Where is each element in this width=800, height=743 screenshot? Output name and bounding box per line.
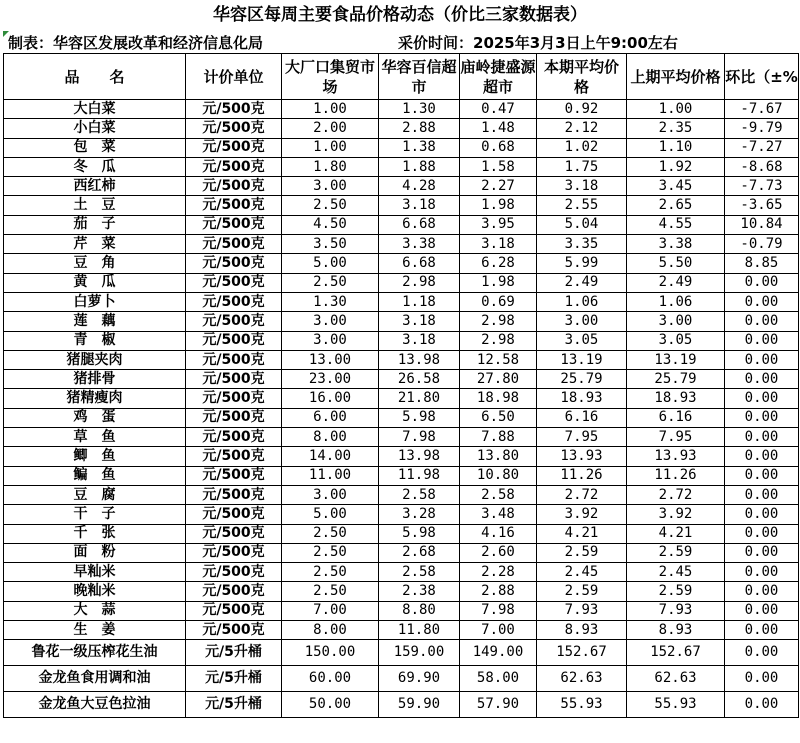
cell-item-name: 早籼米 xyxy=(4,563,186,582)
cell-change: 0.00 xyxy=(725,666,799,692)
cell-market-2-price: 11.98 xyxy=(379,466,460,485)
cell-change: 0.00 xyxy=(725,485,799,504)
cell-previous-average: 25.79 xyxy=(627,370,725,389)
cell-market-2-price: 159.00 xyxy=(379,640,460,666)
cell-market-2-price: 1.30 xyxy=(379,100,460,119)
cell-market-1-price: 2.50 xyxy=(282,582,379,601)
header-market-2: 华容百信超市 xyxy=(379,54,460,100)
cell-market-3-price: 2.28 xyxy=(460,563,537,582)
cell-previous-average: 2.45 xyxy=(627,563,725,582)
cell-market-2-price: 3.18 xyxy=(379,331,460,350)
cell-market-1-price: 3.00 xyxy=(282,177,379,196)
cell-market-3-price: 0.69 xyxy=(460,292,537,311)
cell-previous-average: 152.67 xyxy=(627,640,725,666)
cell-unit: 元/500克 xyxy=(186,350,282,369)
cell-market-1-price: 6.00 xyxy=(282,408,379,427)
page-title: 华容区每周主要食品价格动态（价比三家数据表） xyxy=(213,5,587,25)
cell-previous-average: 4.55 xyxy=(627,215,725,234)
cell-change: 0.00 xyxy=(725,408,799,427)
cell-current-average: 13.19 xyxy=(537,350,627,369)
cell-current-average: 4.21 xyxy=(537,524,627,543)
cell-current-average: 13.93 xyxy=(537,447,627,466)
cell-market-2-price: 69.90 xyxy=(379,666,460,692)
cell-change: -8.68 xyxy=(725,157,799,176)
cell-market-3-price: 2.88 xyxy=(460,582,537,601)
cell-unit: 元/500克 xyxy=(186,447,282,466)
cell-item-name: 猪精瘦肉 xyxy=(4,389,186,408)
cell-previous-average: 2.72 xyxy=(627,485,725,504)
cell-current-average: 5.99 xyxy=(537,254,627,273)
cell-current-average: 3.00 xyxy=(537,312,627,331)
cell-market-2-price: 1.88 xyxy=(379,157,460,176)
cell-market-2-price: 13.98 xyxy=(379,447,460,466)
table-row xyxy=(4,505,799,524)
cell-unit: 元/500克 xyxy=(186,408,282,427)
cell-unit: 元/500克 xyxy=(186,466,282,485)
cell-market-2-price: 13.98 xyxy=(379,350,460,369)
cell-market-3-price: 2.60 xyxy=(460,543,537,562)
cell-unit: 元/500克 xyxy=(186,196,282,215)
cell-current-average: 7.93 xyxy=(537,601,627,620)
cell-item-name: 猪排骨 xyxy=(4,370,186,389)
cell-unit: 元/500克 xyxy=(186,524,282,543)
cell-change: 10.84 xyxy=(725,215,799,234)
cell-market-3-price: 7.98 xyxy=(460,601,537,620)
table-row xyxy=(4,621,799,640)
cell-market-1-price: 1.30 xyxy=(282,292,379,311)
table-row xyxy=(4,350,799,369)
price-table xyxy=(3,53,799,718)
cell-unit: 元/500克 xyxy=(186,215,282,234)
table-row xyxy=(4,273,799,292)
cell-item-name: 大 蒜 xyxy=(4,601,186,620)
cell-current-average: 152.67 xyxy=(537,640,627,666)
table-row xyxy=(4,312,799,331)
cell-market-3-price: 2.98 xyxy=(460,312,537,331)
cell-market-1-price: 14.00 xyxy=(282,447,379,466)
cell-market-3-price: 0.68 xyxy=(460,138,537,157)
cell-market-2-price: 2.58 xyxy=(379,563,460,582)
table-row xyxy=(4,543,799,562)
cell-previous-average: 4.21 xyxy=(627,524,725,543)
cell-previous-average: 18.93 xyxy=(627,389,725,408)
cell-unit: 元/500克 xyxy=(186,100,282,119)
cell-change: 0.00 xyxy=(725,543,799,562)
cell-market-2-price: 5.98 xyxy=(379,408,460,427)
cell-change: 0.00 xyxy=(725,273,799,292)
cell-market-3-price: 12.58 xyxy=(460,350,537,369)
cell-item-name: 茄 子 xyxy=(4,215,186,234)
cell-item-name: 猪腿夹肉 xyxy=(4,350,186,369)
cell-item-name: 冬 瓜 xyxy=(4,157,186,176)
cell-unit: 元/500克 xyxy=(186,119,282,138)
cell-unit: 元/500克 xyxy=(186,428,282,447)
cell-market-1-price: 7.00 xyxy=(282,601,379,620)
cell-market-2-price: 2.38 xyxy=(379,582,460,601)
cell-change: 0.00 xyxy=(725,389,799,408)
cell-current-average: 6.16 xyxy=(537,408,627,427)
table-row xyxy=(4,177,799,196)
cell-unit: 元/500克 xyxy=(186,563,282,582)
cell-unit: 元/5升桶 xyxy=(186,692,282,718)
cell-previous-average: 11.26 xyxy=(627,466,725,485)
cell-change: 0.00 xyxy=(725,447,799,466)
cell-current-average: 3.92 xyxy=(537,505,627,524)
cell-unit: 元/500克 xyxy=(186,601,282,620)
cell-market-2-price: 59.90 xyxy=(379,692,460,718)
header-market-1: 大厂口集贸市场 xyxy=(282,54,379,100)
cell-change: 0.00 xyxy=(725,563,799,582)
cell-current-average: 3.18 xyxy=(537,177,627,196)
cell-change: 0.00 xyxy=(725,466,799,485)
cell-market-1-price: 2.50 xyxy=(282,196,379,215)
cell-market-1-price: 2.00 xyxy=(282,119,379,138)
cell-change: 0.00 xyxy=(725,370,799,389)
cell-market-1-price: 3.50 xyxy=(282,235,379,254)
cell-current-average: 2.59 xyxy=(537,543,627,562)
cell-previous-average: 3.45 xyxy=(627,177,725,196)
cell-market-2-price: 2.98 xyxy=(379,273,460,292)
table-row xyxy=(4,389,799,408)
cell-market-3-price: 7.88 xyxy=(460,428,537,447)
cell-market-2-price: 21.80 xyxy=(379,389,460,408)
cell-item-name: 鲁花一级压榨花生油 xyxy=(4,640,186,666)
cell-item-name: 晚籼米 xyxy=(4,582,186,601)
cell-item-name: 芹 菜 xyxy=(4,235,186,254)
cell-market-3-price: 10.80 xyxy=(460,466,537,485)
cell-market-2-price: 3.18 xyxy=(379,196,460,215)
cell-item-name: 豆 腐 xyxy=(4,485,186,504)
cell-item-name: 小白菜 xyxy=(4,119,186,138)
table-row xyxy=(4,235,799,254)
cell-market-1-price: 1.00 xyxy=(282,100,379,119)
cell-current-average: 2.45 xyxy=(537,563,627,582)
cell-market-2-price: 2.88 xyxy=(379,119,460,138)
cell-item-name: 包 菜 xyxy=(4,138,186,157)
header-previous-average: 上期平均价格 xyxy=(627,54,725,100)
cell-market-3-price: 57.90 xyxy=(460,692,537,718)
cell-item-name: 面 粉 xyxy=(4,543,186,562)
cell-change: -7.27 xyxy=(725,138,799,157)
cell-market-3-price: 3.95 xyxy=(460,215,537,234)
cell-market-3-price: 4.16 xyxy=(460,524,537,543)
cell-market-1-price: 50.00 xyxy=(282,692,379,718)
cell-market-2-price: 4.28 xyxy=(379,177,460,196)
cell-unit: 元/500克 xyxy=(186,485,282,504)
cell-market-3-price: 58.00 xyxy=(460,666,537,692)
cell-current-average: 18.93 xyxy=(537,389,627,408)
cell-market-2-price: 5.98 xyxy=(379,524,460,543)
cell-change: -9.79 xyxy=(725,119,799,138)
cell-current-average: 2.55 xyxy=(537,196,627,215)
cell-previous-average: 55.93 xyxy=(627,692,725,718)
cell-market-2-price: 11.80 xyxy=(379,621,460,640)
cell-market-2-price: 3.38 xyxy=(379,235,460,254)
cell-previous-average: 3.38 xyxy=(627,235,725,254)
cell-current-average: 55.93 xyxy=(537,692,627,718)
cell-previous-average: 1.00 xyxy=(627,100,725,119)
table-row xyxy=(4,447,799,466)
cell-item-name: 鸡 蛋 xyxy=(4,408,186,427)
cell-market-2-price: 7.98 xyxy=(379,428,460,447)
cell-current-average: 2.12 xyxy=(537,119,627,138)
cell-unit: 元/500克 xyxy=(186,621,282,640)
cell-market-3-price: 6.28 xyxy=(460,254,537,273)
cell-market-3-price: 0.47 xyxy=(460,100,537,119)
header-row xyxy=(4,54,799,100)
cell-item-name: 豆 角 xyxy=(4,254,186,273)
cell-market-1-price: 3.00 xyxy=(282,485,379,504)
cell-market-3-price: 149.00 xyxy=(460,640,537,666)
cell-current-average: 7.95 xyxy=(537,428,627,447)
cell-market-1-price: 5.00 xyxy=(282,505,379,524)
table-row xyxy=(4,292,799,311)
cell-market-3-price: 7.00 xyxy=(460,621,537,640)
maker-label: 制表：华容区发展改革和经济信息化局 xyxy=(8,34,264,52)
cell-previous-average: 2.49 xyxy=(627,273,725,292)
cell-previous-average: 1.92 xyxy=(627,157,725,176)
cell-previous-average: 1.10 xyxy=(627,138,725,157)
cell-change: 0.00 xyxy=(725,621,799,640)
cell-unit: 元/500克 xyxy=(186,177,282,196)
cell-market-3-price: 2.27 xyxy=(460,177,537,196)
header-unit: 计价单位 xyxy=(186,54,282,100)
table-row xyxy=(4,666,799,692)
cell-item-name: 生 姜 xyxy=(4,621,186,640)
cell-market-2-price: 3.18 xyxy=(379,312,460,331)
cell-unit: 元/500克 xyxy=(186,235,282,254)
cell-market-2-price: 2.68 xyxy=(379,543,460,562)
header-name: 品 名 xyxy=(4,54,186,100)
cell-item-name: 千 张 xyxy=(4,524,186,543)
table-row xyxy=(4,215,799,234)
cell-market-1-price: 13.00 xyxy=(282,350,379,369)
cell-previous-average: 3.92 xyxy=(627,505,725,524)
cell-market-1-price: 3.00 xyxy=(282,312,379,331)
table-meta xyxy=(0,33,800,53)
cell-previous-average: 7.95 xyxy=(627,428,725,447)
cell-item-name: 土 豆 xyxy=(4,196,186,215)
cell-market-1-price: 8.00 xyxy=(282,621,379,640)
cell-market-1-price: 11.00 xyxy=(282,466,379,485)
cell-change: 0.00 xyxy=(725,692,799,718)
cell-market-1-price: 23.00 xyxy=(282,370,379,389)
header-current-average: 本期平均价格 xyxy=(537,54,627,100)
cell-item-name: 白萝卜 xyxy=(4,292,186,311)
cell-item-name: 西红柿 xyxy=(4,177,186,196)
cell-market-3-price: 1.98 xyxy=(460,196,537,215)
cell-change: 0.00 xyxy=(725,505,799,524)
cell-item-name: 黄 瓜 xyxy=(4,273,186,292)
table-row xyxy=(4,428,799,447)
cell-unit: 元/500克 xyxy=(186,543,282,562)
cell-unit: 元/500克 xyxy=(186,312,282,331)
cell-item-name: 草 鱼 xyxy=(4,428,186,447)
cell-market-1-price: 2.50 xyxy=(282,543,379,562)
cell-previous-average: 3.00 xyxy=(627,312,725,331)
cell-market-1-price: 2.50 xyxy=(282,273,379,292)
cell-change: -7.73 xyxy=(725,177,799,196)
cell-item-name: 金龙鱼食用调和油 xyxy=(4,666,186,692)
cell-current-average: 62.63 xyxy=(537,666,627,692)
header-change: 环比（±% xyxy=(725,54,799,100)
cell-market-1-price: 3.00 xyxy=(282,331,379,350)
table-row xyxy=(4,100,799,119)
cell-change: -3.65 xyxy=(725,196,799,215)
cell-unit: 元/500克 xyxy=(186,582,282,601)
cell-previous-average: 2.65 xyxy=(627,196,725,215)
cell-market-2-price: 2.58 xyxy=(379,485,460,504)
cell-item-name: 莲 藕 xyxy=(4,312,186,331)
cell-change: 0.00 xyxy=(725,350,799,369)
cell-previous-average: 8.93 xyxy=(627,621,725,640)
cell-unit: 元/500克 xyxy=(186,505,282,524)
cell-previous-average: 2.59 xyxy=(627,543,725,562)
cell-previous-average: 3.05 xyxy=(627,331,725,350)
table-row xyxy=(4,485,799,504)
cell-current-average: 5.04 xyxy=(537,215,627,234)
cell-market-3-price: 3.48 xyxy=(460,505,537,524)
table-row xyxy=(4,692,799,718)
cell-market-1-price: 4.50 xyxy=(282,215,379,234)
cell-current-average: 2.72 xyxy=(537,485,627,504)
cell-market-2-price: 1.18 xyxy=(379,292,460,311)
cell-previous-average: 2.59 xyxy=(627,582,725,601)
cell-unit: 元/500克 xyxy=(186,331,282,350)
cell-current-average: 0.92 xyxy=(537,100,627,119)
table-row xyxy=(4,331,799,350)
cell-market-3-price: 2.58 xyxy=(460,485,537,504)
cell-market-3-price: 1.98 xyxy=(460,273,537,292)
cell-market-1-price: 16.00 xyxy=(282,389,379,408)
cell-market-1-price: 8.00 xyxy=(282,428,379,447)
cell-item-name: 大白菜 xyxy=(4,100,186,119)
cell-market-3-price: 3.18 xyxy=(460,235,537,254)
table-row xyxy=(4,563,799,582)
table-row xyxy=(4,138,799,157)
table-body xyxy=(4,100,799,718)
cell-unit: 元/500克 xyxy=(186,292,282,311)
cell-market-3-price: 1.58 xyxy=(460,157,537,176)
cell-change: 0.00 xyxy=(725,640,799,666)
cell-market-2-price: 3.28 xyxy=(379,505,460,524)
cell-market-1-price: 2.50 xyxy=(282,524,379,543)
table-row xyxy=(4,196,799,215)
cell-market-2-price: 8.80 xyxy=(379,601,460,620)
table-row xyxy=(4,601,799,620)
cell-current-average: 1.06 xyxy=(537,292,627,311)
header-market-3: 庙岭捷盛源超市 xyxy=(460,54,537,100)
cell-unit: 元/500克 xyxy=(186,273,282,292)
cell-market-3-price: 2.98 xyxy=(460,331,537,350)
cell-current-average: 2.59 xyxy=(537,582,627,601)
cell-change: 0.00 xyxy=(725,582,799,601)
cell-market-1-price: 150.00 xyxy=(282,640,379,666)
cell-market-2-price: 6.68 xyxy=(379,254,460,273)
cell-market-1-price: 5.00 xyxy=(282,254,379,273)
cell-item-name: 青 椒 xyxy=(4,331,186,350)
cell-current-average: 2.49 xyxy=(537,273,627,292)
cell-previous-average: 13.93 xyxy=(627,447,725,466)
cell-current-average: 3.05 xyxy=(537,331,627,350)
table-row xyxy=(4,524,799,543)
cell-market-1-price: 1.80 xyxy=(282,157,379,176)
cell-market-2-price: 26.58 xyxy=(379,370,460,389)
cell-market-3-price: 18.98 xyxy=(460,389,537,408)
cell-current-average: 8.93 xyxy=(537,621,627,640)
cell-current-average: 1.75 xyxy=(537,157,627,176)
cell-change: 0.00 xyxy=(725,331,799,350)
cell-current-average: 25.79 xyxy=(537,370,627,389)
table-row xyxy=(4,408,799,427)
cell-market-3-price: 1.48 xyxy=(460,119,537,138)
cell-unit: 元/500克 xyxy=(186,157,282,176)
cell-market-1-price: 60.00 xyxy=(282,666,379,692)
cell-item-name: 干 子 xyxy=(4,505,186,524)
cell-market-2-price: 1.38 xyxy=(379,138,460,157)
cell-unit: 元/500克 xyxy=(186,370,282,389)
cell-change: 0.00 xyxy=(725,524,799,543)
cell-previous-average: 7.93 xyxy=(627,601,725,620)
table-row xyxy=(4,119,799,138)
cell-change: 0.00 xyxy=(725,428,799,447)
collection-time-label: 采价时间：2025年3月3日上午9:00左右 xyxy=(398,34,678,52)
cell-market-2-price: 6.68 xyxy=(379,215,460,234)
cell-change: 8.85 xyxy=(725,254,799,273)
cell-change: -7.67 xyxy=(725,100,799,119)
table-row xyxy=(4,582,799,601)
cell-market-3-price: 6.50 xyxy=(460,408,537,427)
table-row xyxy=(4,254,799,273)
cell-item-name: 鲫 鱼 xyxy=(4,447,186,466)
cell-unit: 元/500克 xyxy=(186,254,282,273)
cell-current-average: 11.26 xyxy=(537,466,627,485)
cell-item-name: 鳊 鱼 xyxy=(4,466,186,485)
cell-market-1-price: 1.00 xyxy=(282,138,379,157)
cell-item-name: 金龙鱼大豆色拉油 xyxy=(4,692,186,718)
cell-previous-average: 2.35 xyxy=(627,119,725,138)
cell-unit: 元/500克 xyxy=(186,389,282,408)
table-row xyxy=(4,640,799,666)
cell-previous-average: 62.63 xyxy=(627,666,725,692)
cell-market-3-price: 27.80 xyxy=(460,370,537,389)
cell-change: 0.00 xyxy=(725,601,799,620)
cell-unit: 元/500克 xyxy=(186,138,282,157)
cell-market-1-price: 2.50 xyxy=(282,563,379,582)
cell-previous-average: 5.50 xyxy=(627,254,725,273)
cell-previous-average: 13.19 xyxy=(627,350,725,369)
cell-current-average: 3.35 xyxy=(537,235,627,254)
cell-change: -0.79 xyxy=(725,235,799,254)
cell-previous-average: 6.16 xyxy=(627,408,725,427)
cell-change: 0.00 xyxy=(725,312,799,331)
cell-change: 0.00 xyxy=(725,292,799,311)
cell-unit: 元/5升桶 xyxy=(186,640,282,666)
table-row xyxy=(4,157,799,176)
table-row xyxy=(4,466,799,485)
cell-current-average: 1.02 xyxy=(537,138,627,157)
cell-unit: 元/5升桶 xyxy=(186,666,282,692)
cell-previous-average: 1.06 xyxy=(627,292,725,311)
cell-market-3-price: 13.80 xyxy=(460,447,537,466)
table-row xyxy=(4,370,799,389)
